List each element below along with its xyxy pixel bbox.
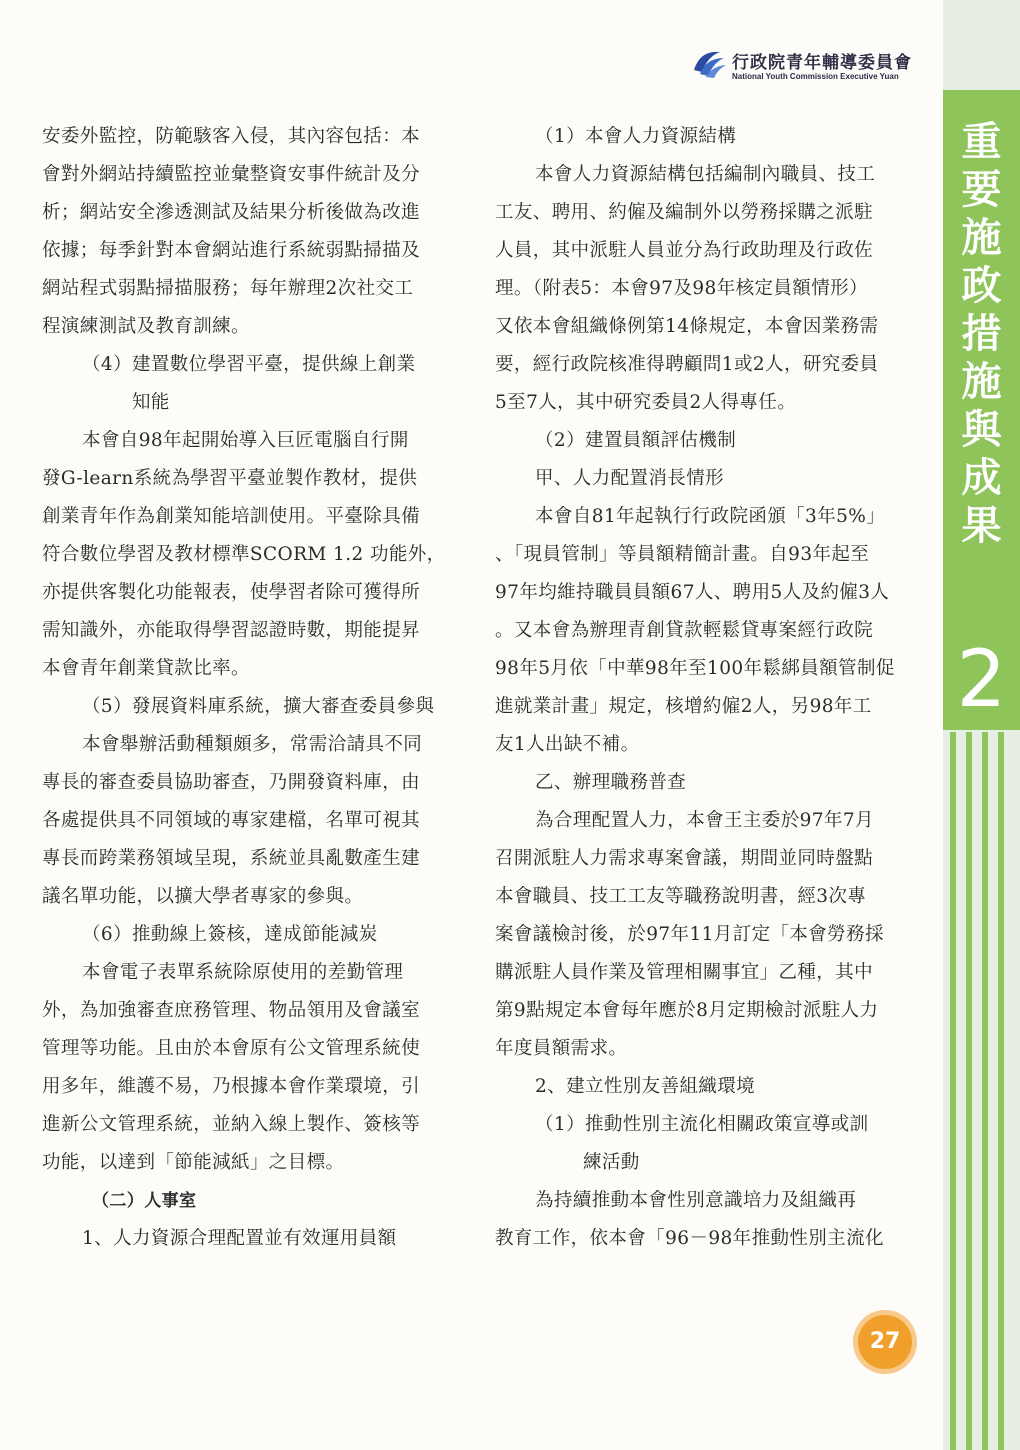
text-line: 97年均維持職員員額67人、聘用5人及約僱3人: [495, 582, 890, 603]
text-line: 理。（附表5：本會97及98年核定員額情形）: [495, 278, 868, 299]
text-line: 為合理配置人力，本會王主委於97年7月: [535, 810, 874, 831]
text-line: 進新公文管理系統，並納入線上製作、簽核等: [42, 1114, 421, 1135]
text-line: 各處提供具不同領域的專家建檔，名單可視其: [42, 810, 421, 831]
text-line: 。又本會為辦理青創貸款輕鬆貸專案經行政院: [495, 620, 874, 641]
text-line: 本會人力資源結構包括編制內職員、技工: [535, 164, 876, 185]
text-line: 要，經行政院核准得聘顧問1或2人，研究委員: [495, 354, 879, 375]
text-line: 進就業計畫」規定，核增約僱2人，另98年工: [495, 696, 872, 717]
text-line: 功能，以達到「節能減紙」之目標。: [42, 1152, 345, 1173]
text-line: 本會電子表單系統除原使用的差勤管理: [82, 962, 404, 983]
text-line: 議名單功能，以擴大學者專家的參與。: [42, 886, 364, 907]
chapter-title-char: 施: [961, 358, 1002, 405]
text-line: 符合數位學習及教材標準SCORM 1.2 功能外，: [42, 544, 446, 565]
text-line: 發G-learn系統為學習平臺並製作教材，提供: [42, 468, 418, 489]
text-line: 乙、辦理職務普查: [535, 772, 687, 793]
text-line: 本會自98年起開始導入巨匠電腦自行開: [82, 430, 409, 451]
text-line: 又依本會組織條例第14條規定，本會因業務需: [495, 316, 879, 337]
text-line: 知能: [132, 392, 170, 413]
text-line: （2）建置員額評估機制: [535, 430, 737, 451]
text-line: 本會舉辦活動種類頗多，常需洽請具不同: [82, 734, 423, 755]
text-line: 依據；每季針對本會網站進行系統弱點掃描及: [42, 240, 421, 261]
text-line: 專長而跨業務領域呈現，系統並具亂數產生建: [42, 848, 421, 869]
chapter-title: [943, 118, 1020, 550]
chapter-title-char: 與: [961, 406, 1002, 453]
text-line: 用多年，維護不易，乃根據本會作業環境，引: [42, 1076, 421, 1097]
text-line: 98年5月依「中華98年至100年鬆綁員額管制促: [495, 658, 895, 679]
text-line: （5）發展資料庫系統，擴大審查委員參與: [82, 696, 435, 717]
chapter-number: 2: [956, 635, 1007, 725]
text-line: （6）推動線上簽核，達成節能減炭: [82, 924, 378, 945]
text-line: 亦提供客製化功能報表，使學習者除可獲得所: [42, 582, 421, 603]
text-line: 教育工作，依本會「96－98年推動性別主流化: [495, 1228, 884, 1249]
text-line: 1、人力資源合理配置並有效運用員額: [82, 1228, 397, 1249]
right-column: [495, 118, 905, 1258]
text-line: 為持續推動本會性別意識培力及組織再: [535, 1190, 857, 1211]
text-line: 、「現員管制」等員額精簡計畫。自93年起至: [495, 544, 870, 565]
text-line: 年度員額需求。: [495, 1038, 628, 1059]
chapter-title-char: 重: [961, 118, 1002, 165]
text-line: 甲、人力配置消長情形: [535, 468, 725, 489]
side-stripe: [982, 732, 988, 1450]
chapter-title-char: 施: [961, 214, 1002, 261]
text-line: 召開派駐人力需求專案會議，期間並同時盤點: [495, 848, 874, 869]
chapter-title-char: 要: [961, 166, 1002, 213]
text-line: 本會青年創業貸款比率。: [42, 658, 250, 679]
org-name-cn: 行政院青年輔導委員會: [732, 53, 912, 73]
commission-logo-icon: [690, 46, 728, 80]
text-line: 購派駐人員作業及管理相關事宜」乙種，其中: [495, 962, 874, 983]
text-line: 網站程式弱點掃描服務；每年辦理2次社交工: [42, 278, 414, 299]
text-line: （4）建置數位學習平臺，提供線上創業: [82, 354, 416, 375]
side-stripe: [950, 732, 956, 1450]
chapter-title-char: 果: [961, 502, 1002, 549]
text-line: 管理等功能。且由於本會原有公文管理系統使: [42, 1038, 421, 1059]
text-line: （1）本會人力資源結構: [535, 126, 737, 147]
chapter-title-char: 政: [961, 262, 1002, 309]
text-line: 工友、聘用、約僱及編制外以勞務採購之派駐: [495, 202, 874, 223]
text-line: 友1人出缺不補。: [495, 734, 640, 755]
text-line: 外，為加強審查庶務管理、物品領用及會議室: [42, 1000, 421, 1021]
text-line: 案會議檢討後，於97年11月訂定「本會勞務採: [495, 924, 884, 945]
chapter-title-char: 成: [961, 454, 1002, 501]
side-stripe: [966, 732, 972, 1450]
text-line: 本會自81年起執行行政院函頒「3年5%」: [535, 506, 886, 527]
org-name-en: National Youth Commission Executive Yuan: [732, 72, 899, 81]
side-stripe: [998, 732, 1004, 1450]
text-line: 需知識外，亦能取得學習認證時數，期能提昇: [42, 620, 421, 641]
page-number: 27: [858, 1315, 912, 1369]
text-line: 程演練測試及教育訓練。: [42, 316, 250, 337]
text-line: 安委外監控，防範駭客入侵，其內容包括：本: [42, 126, 421, 147]
text-line: 人員，其中派駐人員並分為行政助理及行政佐: [495, 240, 874, 261]
text-line: 創業青年作為創業知能培訓使用。平臺除具備: [42, 506, 421, 527]
chapter-title-char: 措: [961, 310, 1002, 357]
text-line: 練活動: [583, 1152, 640, 1173]
text-line: 第9點規定本會每年應於8月定期檢討派駐人力: [495, 1000, 879, 1021]
text-line: 本會職員、技工工友等職務說明書，經3次專: [495, 886, 867, 907]
text-line: （1）推動性別主流化相關政策宣導或訓: [535, 1114, 869, 1135]
text-line: 2、建立性別友善組織環境: [535, 1076, 756, 1097]
text-line: 5至7人，其中研究委員2人得專任。: [495, 392, 797, 413]
text-line: 析；網站安全滲透測試及結果分析後做為改進: [42, 202, 421, 223]
left-column: [42, 118, 447, 1258]
org-logo: [690, 46, 930, 86]
text-line: （二）人事室: [92, 1191, 197, 1211]
text-line: 專長的審查委員協助審查，乃開發資料庫，由: [42, 772, 421, 793]
text-line: 會對外網站持續監控並彙整資安事件統計及分: [42, 164, 421, 185]
